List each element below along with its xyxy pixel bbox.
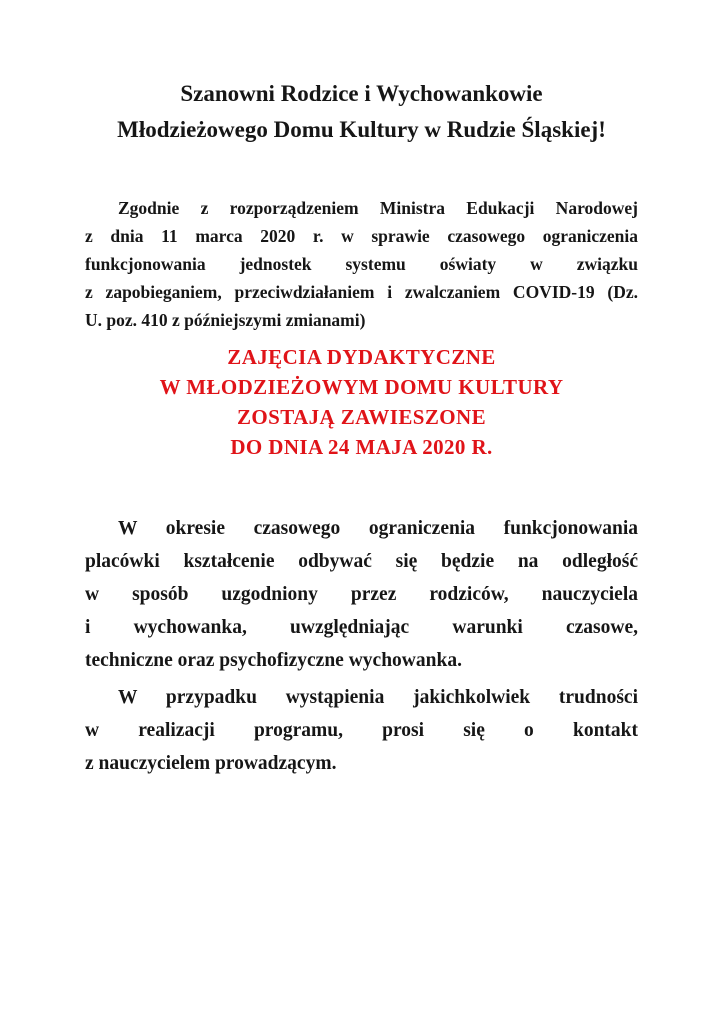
text-line: funkcjonowania jednostek systemu oświaty w związku <box>85 254 638 274</box>
text-line: Szanowni Rodzice i Wychowankowie <box>180 81 543 106</box>
contact-paragraph <box>85 681 638 780</box>
text-line: techniczne oraz psychofizyczne wychowanka. <box>85 650 462 671</box>
text-line: placówki kształcenie odbywać się będzie na odległość <box>85 551 638 572</box>
document-title <box>85 76 638 148</box>
text-line: Zgodnie z rozporządzeniem Ministra Edukacji Narodowej <box>118 198 638 218</box>
suspension-notice <box>85 342 638 462</box>
text-line: ZAJĘCIA DYDAKTYCZNE <box>227 345 496 369</box>
text-line: z nauczycielem prowadzącym. <box>85 753 337 774</box>
remote-learning-paragraph <box>85 512 638 677</box>
text-line: z dnia 11 marca 2020 r. w sprawie czasowego ograniczenia <box>85 226 638 246</box>
text-line: U. poz. 410 z późniejszymi zmianami) <box>85 310 366 330</box>
text-line: ZOSTAJĄ ZAWIESZONE <box>237 405 486 429</box>
text-line: W okresie czasowego ograniczenia funkcjonowania <box>118 518 638 539</box>
text-line: z zapobieganiem, przeciwdziałaniem i zwalczaniem COVID-19 (Dz. <box>85 282 638 302</box>
text-line: DO DNIA 24 MAJA 2020 R. <box>230 435 493 459</box>
text-line: w sposób uzgodniony przez rodziców, nauczyciela <box>85 584 638 605</box>
text-line: Młodzieżowego Domu Kultury w Rudzie Śląskiej! <box>117 117 606 142</box>
text-line: W MŁODZIEŻOWYM DOMU KULTURY <box>159 375 564 399</box>
text-line: W przypadku wystąpienia jakichkolwiek trudności <box>118 687 638 708</box>
text-line: i wychowanka, uwzględniając warunki czasowe, <box>85 617 638 638</box>
document-content <box>0 76 724 780</box>
text-line: w realizacji programu, prosi się o kontakt <box>85 720 638 741</box>
intro-paragraph <box>85 194 638 334</box>
